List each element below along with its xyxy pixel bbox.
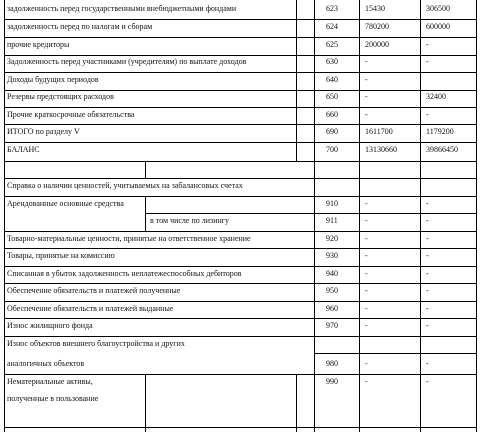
row-code: 700: [326, 145, 338, 154]
grid-line: [314, 0, 315, 432]
row-label: Нематериальные активы,: [7, 377, 93, 386]
grid-line: [4, 107, 476, 108]
row-end-value: 32400: [426, 92, 446, 101]
grid-line: [296, 374, 297, 432]
row-label: Товары, принятые на комиссию: [7, 251, 115, 260]
row-label: задолженность перед государственными внебюджетными фондами: [7, 4, 237, 13]
row-end-value: -: [426, 234, 429, 243]
grid-line: [4, 124, 476, 125]
row-code: 690: [326, 127, 338, 136]
grid-line: [4, 55, 476, 56]
row-code: 960: [326, 304, 338, 313]
row-code: 970: [326, 321, 338, 330]
row-label: задолженность перед по налогам и сборам: [7, 22, 153, 31]
row-label: Задолженность перед участниками (учредителям) по выплате доходов: [7, 57, 247, 66]
grid-line: [4, 72, 476, 73]
grid-line: [4, 37, 476, 38]
row-label: Износ объектов внешнего благоустройства и других: [7, 339, 185, 348]
grid-line: [4, 178, 476, 179]
grid-line: [4, 283, 476, 284]
row-end-value: -: [426, 359, 429, 368]
row-label: полученные в пользование: [7, 394, 99, 403]
row-end-value: -: [426, 199, 429, 208]
row-start-value: -: [365, 92, 368, 101]
row-code: 630: [326, 57, 338, 66]
row-code: 650: [326, 92, 338, 101]
grid-line: [4, 90, 476, 91]
grid-line: [4, 19, 476, 20]
row-start-value: -: [365, 251, 368, 260]
row-label: Прочие краткосрочные обязательства: [7, 110, 135, 119]
row-end-value: -: [426, 216, 429, 225]
row-label: Износ жилищного фонда: [7, 321, 93, 330]
grid-line: [4, 0, 5, 432]
grid-line: [4, 336, 476, 337]
row-start-value: -: [365, 377, 368, 386]
row-start-value: 13130660: [365, 145, 397, 154]
row-start-value: -: [365, 75, 368, 84]
grid-line: [420, 0, 421, 432]
row-end-value: -: [426, 40, 429, 49]
row-start-value: -: [365, 269, 368, 278]
grid-line: [145, 161, 146, 178]
grid-line: [4, 142, 476, 143]
row-start-value: -: [365, 359, 368, 368]
row-end-value: -: [426, 269, 429, 278]
row-label: БАЛАНС: [7, 145, 40, 154]
row-code: 930: [326, 251, 338, 260]
row-code: 640: [326, 75, 338, 84]
grid-line: [359, 0, 360, 432]
row-code: 910: [326, 199, 338, 208]
grid-line: [4, 196, 476, 197]
row-code: 625: [326, 40, 338, 49]
row-code: 990: [326, 377, 338, 386]
row-label: ИТОГО по разделу V: [7, 127, 80, 136]
grid-line: [4, 248, 476, 249]
grid-line: [476, 0, 477, 432]
row-end-value: -: [426, 321, 429, 330]
grid-line: [4, 301, 476, 302]
row-code: 950: [326, 286, 338, 295]
row-start-value: 15430: [365, 4, 385, 13]
row-start-value: -: [365, 321, 368, 330]
row-code: 624: [326, 22, 338, 31]
row-label: в том числе по лизингу: [150, 216, 230, 225]
row-end-value: -: [426, 110, 429, 119]
row-start-value: -: [365, 57, 368, 66]
row-label: Резервы предстоящих расходов: [7, 92, 114, 101]
row-start-value: -: [365, 304, 368, 313]
grid-line: [296, 0, 297, 161]
row-start-value: -: [365, 286, 368, 295]
row-end-value: 600000: [426, 22, 450, 31]
grid-line: [4, 374, 476, 375]
row-end-value: -: [426, 377, 429, 386]
row-start-value: -: [365, 199, 368, 208]
row-start-value: -: [365, 110, 368, 119]
grid-line: [4, 318, 476, 319]
row-code: 980: [326, 359, 338, 368]
grid-line: [4, 231, 476, 232]
row-label: Обеспечение обязательств и платежей полученные: [7, 286, 181, 295]
grid-line: [4, 161, 476, 162]
row-label: Обеспечение обязательств и платежей выданные: [7, 304, 174, 313]
row-start-value: -: [365, 234, 368, 243]
row-label: Доходы будущих периодов: [7, 75, 99, 84]
row-label: Списанная в убыток задолженность неплатежеспособных дебиторов: [7, 269, 242, 278]
row-end-value: 1179200: [426, 127, 454, 136]
row-label: прочие кредиторы: [7, 40, 70, 49]
grid-line: [4, 427, 476, 428]
row-end-value: -: [426, 57, 429, 66]
row-label: аналогичных объектов: [7, 359, 85, 368]
row-code: 920: [326, 234, 338, 243]
row-end-value: 39866450: [426, 145, 458, 154]
row-code: 940: [326, 269, 338, 278]
grid-line: [314, 353, 476, 354]
row-end-value: -: [426, 304, 429, 313]
row-code: 623: [326, 4, 338, 13]
row-start-value: 200000: [365, 40, 389, 49]
row-start-value: 780200: [365, 22, 389, 31]
grid-line: [4, 266, 476, 267]
section-header: Справка о наличии ценностей, учитываемых на забалансовых счетах: [7, 181, 243, 190]
row-code: 660: [326, 110, 338, 119]
row-end-value: -: [426, 286, 429, 295]
grid-line: [145, 213, 476, 214]
row-start-value: -: [365, 216, 368, 225]
row-start-value: 1611700: [365, 127, 393, 136]
row-label: Товарно-материальные ценности, принятые на ответственное хранение: [7, 234, 251, 243]
row-end-value: 306500: [426, 4, 450, 13]
grid-line: [145, 374, 146, 432]
row-code: 911: [326, 216, 338, 225]
row-label: Арендованные основные средства: [7, 199, 124, 208]
row-end-value: -: [426, 251, 429, 260]
